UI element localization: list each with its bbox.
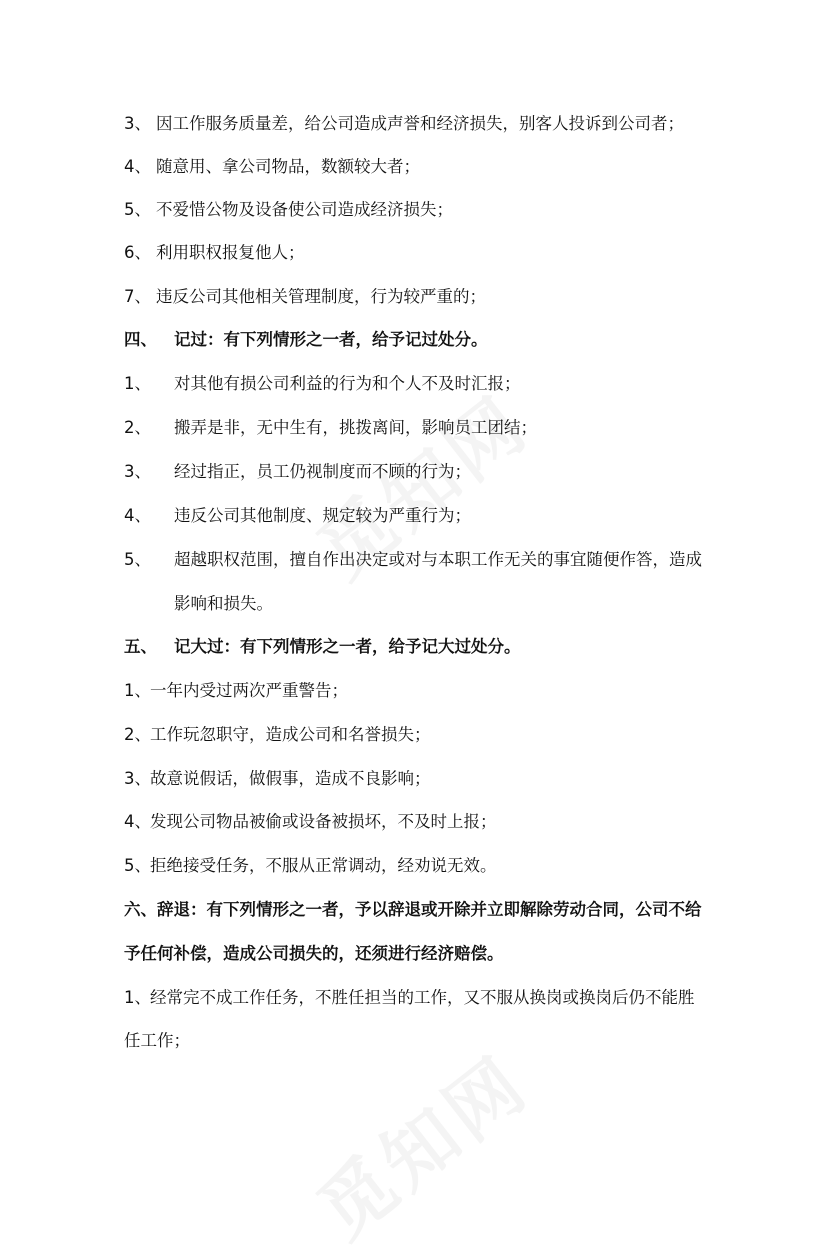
item-text: 搬弄是非，无中生有，挑拨离间，影响员工团结； [174,418,537,437]
item-number: 6、 [124,243,151,262]
list-item [124,725,730,745]
section-heading [124,330,730,350]
item-number: 2、 [124,725,151,744]
item-number: 3、 [124,114,151,133]
item-text: 工作玩忽职守，造成公司和名誉损失； [150,725,431,744]
list-item [124,856,730,876]
item-number: 5、 [124,550,151,569]
item-text: 不爱惜公物及设备使公司造成经济损失； [156,200,453,219]
section-title: 记过：有下列情形之一者，给予记过处分。 [174,330,488,349]
list-item [124,506,730,526]
item-number: 4、 [124,157,151,176]
item-text: 故意说假话，做假事，造成不良影响； [150,769,431,788]
list-item [124,200,730,220]
list-item [124,243,730,263]
list-item [124,681,730,701]
item-text: 超越职权范围，擅自作出决定或对与本职工作无关的事宜随便作答，造成 [174,550,702,569]
item-number: 5、 [124,200,151,219]
item-text: 利用职权报复他人； [156,243,305,262]
item-text: 随意用、拿公司物品，数额较大者； [156,157,420,176]
section-heading [124,637,730,657]
list-item [124,114,730,134]
item-text: 影响和损失。 [174,594,273,613]
item-number: 4、 [124,812,151,831]
list-item [124,988,730,1008]
list-item [124,157,730,177]
list-item [124,374,730,394]
section-title: 六、辞退：有下列情形之一者，予以辞退或开除并立即解除劳动合同，公司不给 [124,900,702,919]
item-text: 违反公司其他制度、规定较为严重行为； [174,506,471,525]
item-number: 5、 [124,856,151,875]
item-number: 3、 [124,462,151,481]
list-item [124,462,730,482]
item-text: 任工作； [124,1031,190,1050]
item-number: 1、 [124,681,151,700]
item-number: 3、 [124,769,151,788]
item-number: 7、 [124,287,151,306]
section-heading-continuation [124,944,730,964]
list-item-continuation [174,594,730,614]
section-number: 四、 [124,330,157,349]
item-text: 违反公司其他相关管理制度，行为较严重的； [156,287,486,306]
list-item-continuation [124,1031,730,1051]
section-number: 五、 [124,637,157,656]
section-heading [124,900,730,920]
item-number: 4、 [124,506,151,525]
list-item [124,812,730,832]
item-number: 1、 [124,988,151,1007]
item-number: 2、 [124,418,151,437]
list-item [124,287,730,307]
list-item [124,769,730,789]
item-text: 经常完不成工作任务，不胜任担当的工作，又不服从换岗或换岗后仍不能胜 [150,988,695,1007]
item-text: 经过指正，员工仍视制度而不顾的行为； [174,462,471,481]
watermark [293,1027,547,1258]
item-text: 拒绝接受任务，不服从正常调动，经劝说无效。 [150,856,497,875]
section-title: 记大过：有下列情形之一者，给予记大过处分。 [174,637,521,656]
list-item [124,418,730,438]
item-text: 一年内受过两次严重警告； [150,681,348,700]
item-text: 因工作服务质量差，给公司造成声誉和经济损失，别客人投诉到公司者； [156,114,684,133]
section-title: 予任何补偿，造成公司损失的，还须进行经济赔偿。 [124,944,504,963]
list-item [124,550,730,570]
item-text: 对其他有损公司利益的行为和个人不及时汇报； [174,374,521,393]
item-text: 发现公司物品被偷或设备被损坏，不及时上报； [150,812,497,831]
item-number: 1、 [124,374,151,393]
